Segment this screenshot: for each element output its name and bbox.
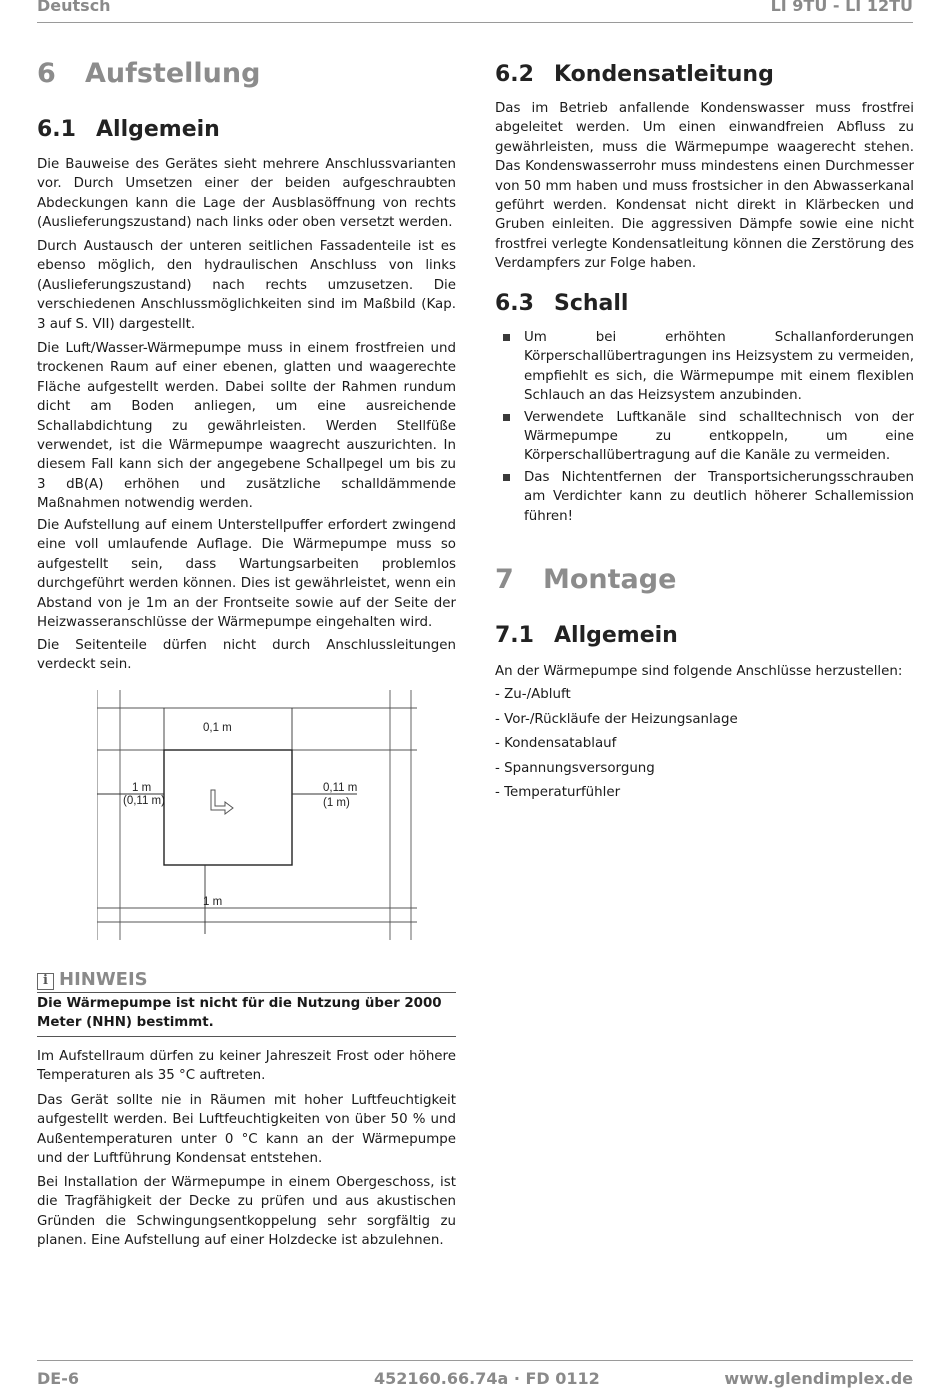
label-left-clearance-alt: (0,11 m) bbox=[123, 795, 165, 807]
bullet-item bbox=[495, 468, 914, 526]
section-number: 6.2 bbox=[495, 62, 534, 87]
section-number: 7.1 bbox=[495, 623, 534, 648]
note-title: HINWEIS bbox=[59, 969, 148, 990]
bullet-item bbox=[495, 328, 914, 406]
document-number: 452160.66.74a · FD 0112 bbox=[374, 1369, 600, 1388]
section-title: Schall bbox=[554, 291, 629, 316]
label-bottom-clearance: 1 m bbox=[203, 896, 223, 908]
list-item: - Vor-/Rückläufe der Heizungsanlage bbox=[495, 711, 738, 727]
paragraph: Bei Installation der Wärmepumpe in einem Obergeschoss, ist die Tragfähigkeit der Decke zu prüfen und aus akustischen Gründen die Schwingungsentkoppelung sehr sorgfältig zu planen. Eine Aufstellung auf einer Holzdecke ist abzulehnen. bbox=[37, 1175, 456, 1249]
bullet-item bbox=[495, 408, 914, 466]
section-title: Allgemein bbox=[96, 117, 220, 142]
connection-list bbox=[495, 683, 738, 806]
paragraph: Die Seitenteile dürfen nicht durch Anschlussleitungen verdeckt sein. bbox=[37, 638, 456, 673]
section-number: 7 bbox=[495, 564, 514, 595]
section-number: 6 bbox=[37, 58, 56, 89]
header-model: LI 9TU - LI 12TU bbox=[770, 0, 913, 15]
bullet-text: Das Nichtentfernen der Transportsicherungsschrauben am Verdichter kann zu deutlich höherer Schallemission führen! bbox=[524, 469, 914, 524]
paragraph: Durch Austausch der unteren seitlichen Fassadenteile ist es ebenso möglich, den hydraulischen Anschluss von links (Auslieferungszustand) nach rechts umzusetzen. Die verschiedenen Anschlussmöglichkeiten sind im Maßbild (Kap. 3 auf S. VII) dargestellt. bbox=[37, 239, 456, 332]
list-item: - Kondensatablauf bbox=[495, 736, 617, 751]
paragraph: Das Gerät sollte nie in Räumen mit hoher Luftfeuchtigkeit aufgestellt werden. Bei Luftfeuchtigkeiten von über 50 % und Außentemperaturen unter 0 °C kann an der Wärmepumpe und der Luftführung Kondensat entstehen. bbox=[37, 1093, 456, 1167]
section-6-2-heading bbox=[495, 62, 774, 87]
section-7-1-heading bbox=[495, 623, 678, 648]
clearance-diagram bbox=[97, 690, 417, 940]
section-title: Aufstellung bbox=[85, 58, 261, 89]
label-top-clearance: 0,1 m bbox=[203, 722, 232, 734]
section-title: Montage bbox=[543, 564, 677, 595]
info-icon: i bbox=[37, 973, 54, 990]
bullet-list bbox=[495, 328, 914, 528]
paragraph: Die Aufstellung auf einem Unterstellpuffer erfordert zwingend eine voll umlaufende Auflage. Die Wärmepumpe muss so aufgestellt sein, dass Wartungsarbeiten problemlos durchgeführt werden können. Dies ist gewährleistet, wenn ein Abstand von je 1m an der Frontseite sowie auf der Seite der Heizwasseranschlüsse der Wärmepumpe eingehalten wird. bbox=[37, 518, 456, 631]
section-6-3-heading bbox=[495, 291, 628, 316]
section-7-heading bbox=[495, 564, 676, 595]
page-header bbox=[37, 0, 913, 23]
note-header bbox=[37, 970, 456, 993]
section-6-1-heading bbox=[37, 117, 220, 142]
paragraph: Die Luft/Wasser-Wärmepumpe muss in einem frostfreien und trockenen Raum auf einer ebenen, glatten und waagerechte Fläche aufgestellt werden. Dabei sollte der Rahmen rundum dicht am Boden anliegen, um eine ausreichende Schallabdichtung zu gewährleisten. Werden Stellfüße verwendet, ist die Wärmepumpe waagrecht auszurichten. In diesem Fall kann sich der angegebene Schallpegel um bis zu 3 dB(A) erhöhen und zusätzliche schalldämmende Maßnahmen notwendig werden. bbox=[37, 341, 456, 512]
section-number: 6.3 bbox=[495, 291, 534, 316]
page-footer bbox=[37, 1360, 913, 1391]
paragraph: Die Bauweise des Gerätes sieht mehrere Anschlussvarianten vor. Durch Umsetzen einer der beiden aufgeschraubten Abdeckungen kann die Lage der Ausblasöffnung von rechts (Auslieferungszustand) nach links oder oben versetzt werden. bbox=[37, 157, 456, 231]
label-right-clearance-alt: (1 m) bbox=[323, 797, 350, 809]
section-title: Kondensatleitung bbox=[554, 62, 774, 87]
label-left-clearance: 1 m bbox=[132, 782, 152, 794]
list-item: - Spannungsversorgung bbox=[495, 760, 655, 776]
paragraph: Das im Betrieb anfallende Kondenswasser muss frostfrei abgeleitet werden. Um einen einwandfreien Abfluss zu gewährleisten, muss die Wärmepumpe waagerecht stehen. Das Kondenswasserrohr muss mindestens einen Durchmesser von 50 mm haben und muss frostsicher in den Abwasserkanal geführt werden. Kondensat nicht direkt in Klärbecken und Gruben einleiten. Die aggressiven Dämpfe sowie eine nicht frostfrei verlegte Kondensatleitung können die Zerstörung des Verdampfers zur Folge haben. bbox=[495, 101, 914, 272]
bullet-text: Um bei erhöhten Schallanforderungen Körperschallübertragungen ins Heizsystem zu vermeiden, empfiehlt es sich, die Wärmepumpe mit einem flexiblen Schlauch an das Heizsystem anzubinden. bbox=[524, 330, 914, 404]
bullet-square-icon bbox=[503, 414, 510, 421]
list-item: - Temperaturfühler bbox=[495, 785, 621, 800]
header-language: Deutsch bbox=[37, 0, 111, 15]
note-body: Die Wärmepumpe ist nicht für die Nutzung über 2000 Meter (NHN) bestimmt. bbox=[37, 994, 456, 1037]
bullet-square-icon bbox=[503, 474, 510, 481]
bullet-square-icon bbox=[503, 334, 510, 341]
section-title: Allgemein bbox=[554, 623, 678, 648]
paragraph: Im Aufstellraum dürfen zu keiner Jahreszeit Frost oder höhere Temperaturen als 35 °C auftreten. bbox=[37, 1049, 456, 1084]
section-6-heading bbox=[37, 58, 260, 89]
page-number: DE-6 bbox=[37, 1369, 79, 1388]
paragraph: An der Wärmepumpe sind folgende Anschlüsse herzustellen: bbox=[495, 664, 903, 679]
section-number: 6.1 bbox=[37, 117, 76, 142]
label-right-clearance: 0,11 m bbox=[323, 782, 358, 794]
bullet-text: Verwendete Luftkanäle sind schalltechnisch von der Wärmepumpe zu entkoppeln, um eine Körperschallübertragung auf die Kanäle zu vermeiden. bbox=[524, 409, 914, 464]
list-item: - Zu-/Abluft bbox=[495, 687, 571, 702]
website-url: www.glendimplex.de bbox=[724, 1369, 913, 1388]
